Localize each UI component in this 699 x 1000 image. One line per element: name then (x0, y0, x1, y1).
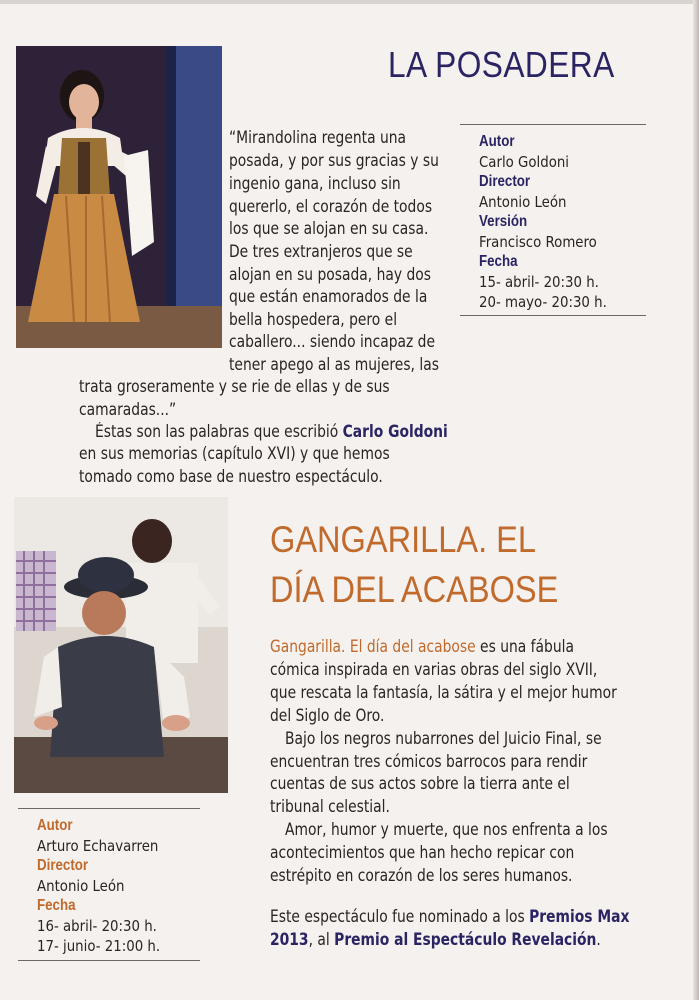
note-line: tomado como base de nuestro espectáculo. (79, 467, 383, 486)
award-text: . (596, 930, 601, 949)
quote-line: “Mirandolina regenta una (229, 128, 407, 147)
note-text: Éstas son las palabras que escribió (95, 422, 343, 441)
paragraph-line: acontecimientos que han hecho repicar con (270, 843, 575, 862)
award-highlight: Premios Max (529, 907, 630, 926)
paragraph-line (270, 636, 574, 659)
credits-top-rule (18, 808, 200, 809)
gangarilla-credits (37, 816, 160, 957)
award-text: , al (308, 930, 335, 949)
version-value: Francisco Romero (479, 232, 597, 251)
author-highlight: Carlo Goldoni (342, 422, 448, 441)
quote-line: De tres extranjeros que se (229, 242, 413, 261)
author-value: Arturo Echavarren (37, 836, 159, 855)
credits-bottom-rule (18, 960, 200, 961)
director-label: Director (479, 173, 531, 190)
award-highlight: Premio al Espectáculo Revelación (334, 930, 597, 949)
date-value: 16- abril- 20:30 h. (37, 916, 157, 935)
award-line (270, 906, 629, 929)
actress-illustration (16, 46, 222, 348)
la-posadera-title: LA POSADERA (388, 44, 615, 85)
quote-line: caballero... siendo incapaz de (229, 332, 436, 351)
paragraph-line: cómica inspirada en varias obras del siglo XVII, (270, 660, 598, 679)
quote-line: alojan en su posada, hay dos (229, 265, 431, 284)
paragraph-line: encuentran tres cómicos barrocos para rendir (270, 752, 588, 771)
paragraph-line: que rescata la fantasía, la sátira y el mejor humor (270, 683, 617, 702)
la-posadera-photo (16, 46, 222, 348)
paragraph-line: estrépito en corazón de los seres humanos. (270, 866, 573, 885)
quote-line: camaradas...” (79, 400, 177, 419)
award-line (270, 929, 601, 952)
quote-line: trata groseramente y se rie de ellas y de sus (79, 377, 390, 396)
director-label: Director (37, 857, 89, 874)
director-value: Antonio León (479, 192, 567, 211)
page-edge (0, 0, 699, 4)
author-label: Autor (479, 133, 515, 150)
play-title-highlight: Gangarilla. El día del acabose (270, 637, 476, 656)
paragraph-line: Amor, humor y muerte, que nos enfrenta a los (285, 820, 608, 839)
date-value: 15- abril- 20:30 h. (479, 272, 599, 291)
quote-line: tener apego al as mujeres, las (229, 355, 439, 374)
actors-illustration (14, 497, 228, 793)
author-label: Autor (37, 817, 73, 834)
quote-line: que están enamorados de la (229, 287, 428, 306)
quote-line: quererlo, el corazón de todos (229, 197, 433, 216)
paragraph-line: cuentas de sus actos sobre la tierra ante el (270, 774, 570, 793)
date-label: Fecha (479, 253, 518, 270)
gangarilla-photo (14, 497, 228, 793)
la-posadera-credits (479, 132, 607, 313)
page-edge (693, 0, 699, 1000)
quote-line: posada, y por sus gracias y su (229, 151, 439, 170)
director-value: Antonio León (37, 876, 125, 895)
paragraph-text: es una fábula (475, 637, 574, 656)
gangarilla-title-line1: GANGARILLA. EL (270, 519, 537, 560)
date-value: 17- junio- 21:00 h. (37, 937, 161, 955)
paragraph-line: Bajo los negros nubarrones del Juicio Final, se (285, 729, 602, 748)
version-label: Versión (479, 213, 528, 230)
author-value: Carlo Goldoni (479, 152, 570, 171)
paragraph-line: del Siglo de Oro. (270, 706, 385, 725)
note-line: en sus memorias (capítulo XVI) y que hemos (79, 444, 390, 463)
paragraph-line: tribunal celestial. (270, 797, 390, 816)
credits-bottom-rule (460, 315, 646, 316)
award-year: 2013 (270, 930, 309, 949)
date-label: Fecha (37, 897, 76, 914)
quote-line: ingenio gana, incluso sin (229, 174, 401, 193)
credits-top-rule (460, 124, 646, 125)
quote-line: bella hospedera, pero el (229, 310, 398, 329)
note-line (95, 421, 448, 444)
date-value: 20- mayo- 20:30 h. (479, 293, 607, 311)
award-text: Este espectáculo fue nominado a los (270, 907, 530, 926)
quote-line: los que se alojan en su casa. (229, 219, 429, 238)
gangarilla-title-line2: DÍA DEL ACABOSE (270, 569, 559, 610)
